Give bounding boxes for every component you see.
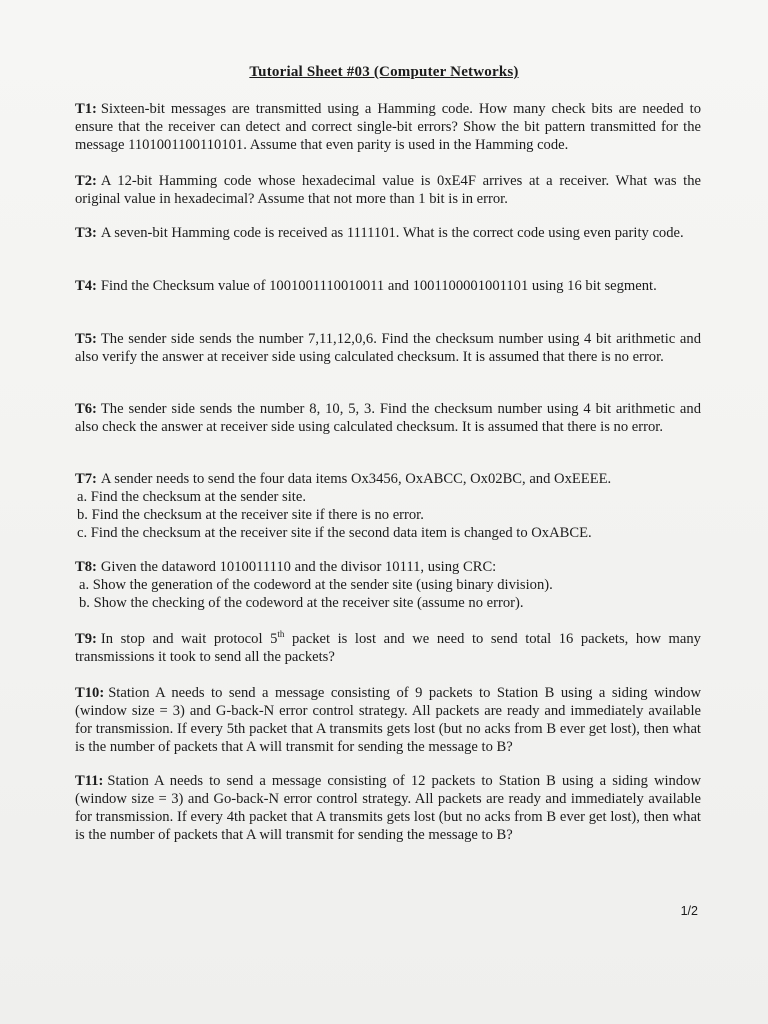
- ordinal-suffix: th: [277, 629, 285, 640]
- question-text: Given the dataword 1010011110 and the divisor 10111, using CRC:: [100, 559, 497, 575]
- question-tag: T9:: [75, 631, 97, 647]
- question-tag: T10:: [75, 685, 105, 701]
- question-t10: [75, 684, 701, 756]
- question-text-part: In stop and wait protocol 5: [100, 631, 278, 647]
- question-t7: [75, 470, 701, 542]
- question-text: Sixteen-bit messages are transmitted using a Hamming code. How many check bits are needed to ensure that the receiver can detect and correct single-bit errors? Show the bit pattern transmitted for the message 1101001100110101. Assume that even parity is used in the Hamming code.: [75, 101, 701, 153]
- question-text: Station A needs to send a message consisting of 9 packets to Station B using a siding window (window size = 3) and G-back-N error control strategy. All packets are ready and immediately available for transmission. If every 5th packet that A transmits gets lost (but no acks from B ever get lost), then what is the number of packets that A will transmit for sending the message to B?: [75, 685, 701, 755]
- question-t4: [75, 277, 701, 295]
- question-text: The sender side sends the number 8, 10, 5, 3. Find the checksum number using 4 bit arithmetic and also check the answer at receiver side using calculated checksum. It is assumed that there is no error.: [75, 401, 701, 435]
- question-tag: T3:: [75, 225, 97, 241]
- question-t2: [75, 172, 701, 208]
- question-text: A seven-bit Hamming code is received as 1111101. What is the correct code using even parity code.: [100, 225, 684, 241]
- question-tag: T2:: [75, 173, 97, 189]
- question-t9: [75, 630, 701, 666]
- question-text: A sender needs to send the four data items Ox3456, OxABCC, Ox02BC, and OxEEEE.: [100, 471, 612, 487]
- page-number: 1/2: [680, 904, 698, 918]
- question-tag: T7:: [75, 471, 97, 487]
- question-tag: T11:: [75, 773, 104, 789]
- question-tag: T1:: [75, 101, 97, 117]
- question-text: The sender side sends the number 7,11,12,0,6. Find the checksum number using 4 bit arithmetic and also verify the answer at receiver side using calculated checksum. It is assumed that there is no error.: [75, 331, 701, 365]
- question-tag: T5:: [75, 331, 97, 347]
- sub-question-b: b. Show the checking of the codeword at the receiver site (assume no error).: [79, 595, 524, 611]
- sub-question-a: a. Show the generation of the codeword at the sender site (using binary division).: [79, 577, 553, 593]
- question-t3: [75, 224, 701, 242]
- question-t5: [75, 330, 701, 366]
- question-t8: [75, 558, 701, 612]
- sub-question-a: a. Find the checksum at the sender site.: [77, 489, 306, 505]
- question-tag: T6:: [75, 401, 97, 417]
- question-text: Find the Checksum value of 1001001110010011 and 1001100001001101 using 16 bit segment.: [100, 278, 657, 294]
- question-text-part: packet is lost and we need to send total 16 packets, how many transmissions it took to send all the packets?: [75, 631, 701, 665]
- sub-question-b: b. Find the checksum at the receiver site if there is no error.: [77, 507, 424, 523]
- question-tag: T8:: [75, 559, 97, 575]
- question-text: Station A needs to send a message consisting of 12 packets to Station B using a siding window (window size = 3) and Go-back-N error control strategy. All packets are ready and immediately available for transmission. If every 4th packet that A transmits gets lost (but no acks from B ever get lost), then what is the number of packets that A will transmit for sending the message to B?: [75, 773, 701, 843]
- question-t11: [75, 772, 701, 844]
- question-text: A 12-bit Hamming code whose hexadecimal value is 0xE4F arrives at a receiver. What was the original value in hexadecimal? Assume that not more than 1 bit is in error.: [75, 173, 701, 207]
- page-title: Tutorial Sheet #03 (Computer Networks): [249, 64, 519, 80]
- question-t1: [75, 100, 701, 154]
- sub-question-c: c. Find the checksum at the receiver site if the second data item is changed to OxABCE.: [77, 525, 592, 541]
- question-t6: [75, 400, 701, 436]
- question-tag: T4:: [75, 278, 97, 294]
